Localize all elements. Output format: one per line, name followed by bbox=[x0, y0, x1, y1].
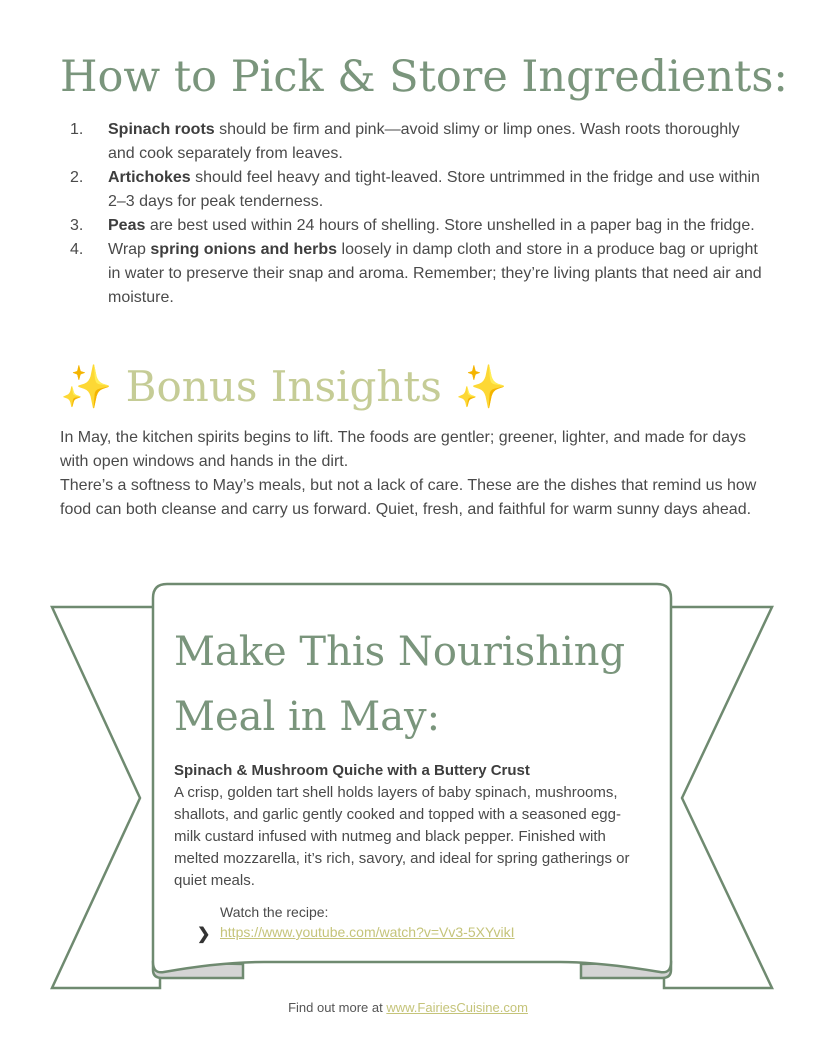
meal-card bbox=[174, 620, 644, 892]
list-item: 1. Spinach roots should be firm and pink—avoid slimy or limp ones. Wash roots thoroughly and cook separately from leaves. bbox=[70, 121, 740, 162]
tip-text: should be firm and pink—avoid slimy or limp ones. Wash roots thoroughly and cook separately from leaves. bbox=[108, 121, 740, 162]
ribbon-right-tail bbox=[664, 607, 772, 988]
insight-paragraph: There’s a softness to May’s meals, but not a lack of care. These are the dishes that remind us how food can both cleanse and carry us forward. Quiet, fresh, and faithful for warm sunny days ahead. bbox=[60, 477, 757, 518]
footer-prefix: Find out more at bbox=[288, 1000, 387, 1015]
list-item: 2. Artichokes should feel heavy and tight-leaved. Store untrimmed in the fridge and use within 2–3 days for peak tenderness. bbox=[70, 169, 760, 210]
watch-label: Watch the recipe: bbox=[220, 904, 329, 920]
tip-subject: Peas bbox=[108, 217, 146, 234]
footer bbox=[0, 1000, 816, 1015]
bonus-heading-text: Bonus Insights bbox=[125, 362, 442, 411]
list-item: 4. Wrap spring onions and herbs loosely in damp cloth and store in a produce bag or upright in water to preserve their snap and aroma. Remember; they’re living plants that need air and moisture. bbox=[70, 241, 762, 306]
ribbon-left-tail bbox=[52, 607, 160, 988]
meal-heading: Make This Nourishing Meal in May: bbox=[174, 629, 626, 740]
tip-subject: spring onions and herbs bbox=[150, 241, 338, 258]
insight-paragraph: In May, the kitchen spirits begins to lift. The foods are gentler; greener, lighter, and made for days with open windows and hands in the dirt. bbox=[60, 429, 747, 470]
video-link[interactable]: https://www.youtube.com/watch?v=Vv3-5XYvikI bbox=[220, 924, 515, 940]
chevron-right-icon: ❯ bbox=[197, 926, 211, 943]
tip-text: are best used within 24 hours of shelling. Store unshelled in a paper bag in the fridge. bbox=[145, 217, 755, 234]
tip-subject: Spinach roots bbox=[108, 121, 215, 138]
ingredients-heading: How to Pick & Store Ingredients: bbox=[60, 52, 788, 102]
sparkle-icon: ✨ bbox=[455, 362, 508, 411]
tip-text: loosely in damp cloth and store in a produce bag or upright in water to preserve their snap and aroma. Remember; they’re living plants that need air and moisture. bbox=[108, 241, 762, 306]
website-link[interactable]: www.FairiesCuisine.com bbox=[386, 1000, 528, 1015]
tip-prefix: Wrap bbox=[108, 241, 151, 258]
sparkle-icon: ✨ bbox=[60, 362, 113, 411]
tip-subject: Artichokes bbox=[108, 169, 191, 186]
list-item: 3. Peas are best used within 24 hours of shelling. Store unshelled in a paper bag in the fridge. bbox=[70, 217, 755, 234]
tip-text: should feel heavy and tight-leaved. Store untrimmed in the fridge and use within 2–3 days for peak tenderness. bbox=[108, 169, 760, 210]
watch-recipe bbox=[220, 902, 515, 942]
recipe-description: A crisp, golden tart shell holds layers of baby spinach, mushrooms, shallots, and garlic gently cooked and topped with a seasoned egg-milk custard infused with nutmeg and black pepper. Finished with melted mozzarella, it’s rich, savory, and ideal for spring gatherings or quiet meals. bbox=[174, 784, 630, 889]
recipe-title: Spinach & Mushroom Quiche with a Buttery Crust bbox=[174, 762, 530, 779]
